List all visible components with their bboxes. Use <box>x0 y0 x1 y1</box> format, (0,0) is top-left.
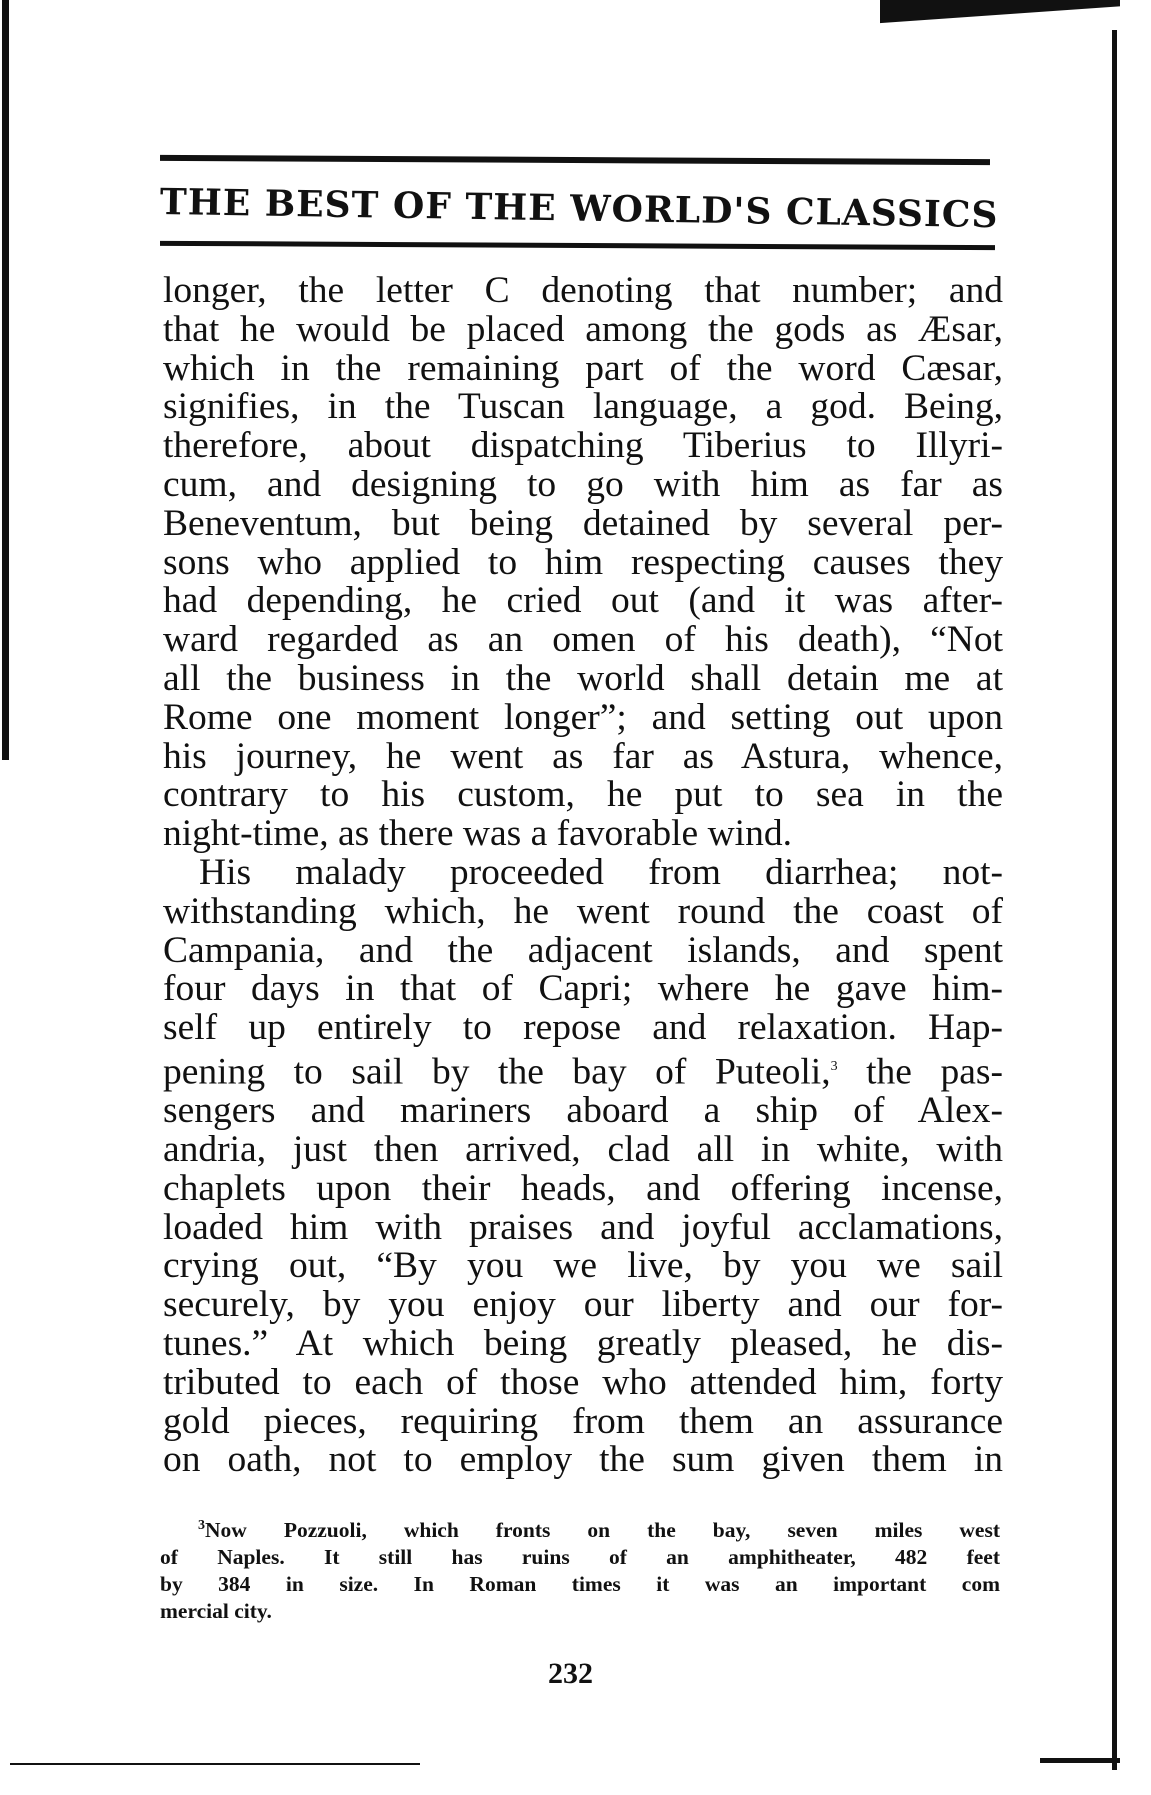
scan-edge-bottom-right <box>1040 1758 1120 1763</box>
text-segment: pening to sail by the bay of Puteoli, <box>163 1051 831 1093</box>
body-text <box>163 272 1003 1480</box>
header-rule-top <box>160 155 990 165</box>
text-line: that he would be placed among the gods as Æsar, <box>163 308 1003 350</box>
footnote-reference: 3 <box>830 1058 838 1074</box>
footnote <box>160 1512 1000 1625</box>
text-line: loaded him with praises and joyful acclamations, <box>163 1206 1003 1248</box>
text-line: ward regarded as an omen of his death), “Not <box>163 619 1003 661</box>
scan-edge-right <box>1112 30 1117 1770</box>
text-line: sengers and mariners aboard a ship of Alex- <box>163 1090 1003 1132</box>
text-line: which in the remaining part of the word Cæsar, <box>163 347 1003 389</box>
text-line: withstanding which, he went round the coast of <box>163 890 1003 932</box>
text-line: cum, and designing to go with him as far as <box>163 463 1003 505</box>
text-line: contrary to his custom, he put to sea in the <box>163 774 1003 816</box>
footnote-line: mercial city. <box>160 1599 272 1624</box>
text-segment: the pas- <box>837 1051 1003 1093</box>
footnote-line: by 384 in size. In Roman times it was an important com <box>160 1572 1000 1597</box>
text-line: chaplets upon their heads, and offering incense, <box>163 1167 1003 1209</box>
text-line: signifies, in the Tuscan language, a god. Being, <box>163 386 1003 428</box>
footnote-line: of Naples. It still has ruins of an amphitheater, 482 feet <box>160 1545 1000 1570</box>
footnote-marker: 3 <box>198 1518 205 1533</box>
text-line: gold pieces, requiring from them an assurance <box>163 1400 1003 1442</box>
scan-edge-left <box>2 0 9 760</box>
text-line: crying out, “By you we live, by you we sail <box>163 1245 1003 1287</box>
text-line: andria, just then arrived, clad all in white, with <box>163 1129 1003 1171</box>
text-line: Rome one moment longer”; and setting out upon <box>163 696 1003 738</box>
footnote-line <box>160 1512 1000 1544</box>
page-number: 232 <box>548 1657 593 1690</box>
text-line: Beneventum, but being detained by several per- <box>163 502 1003 544</box>
text-line: sons who applied to him respecting causes they <box>163 541 1003 583</box>
text-line: therefore, about dispatching Tiberius to Illyri- <box>163 425 1003 467</box>
text-line: self up entirely to repose and relaxation. Hap- <box>163 1007 1003 1049</box>
text-line: His malady proceeded from diarrhea; not- <box>199 851 1003 893</box>
text-line: tunes.” At which being greatly pleased, he dis- <box>163 1323 1003 1365</box>
text-line: four days in that of Capri; where he gave him- <box>163 968 1003 1010</box>
text-line: longer, the letter C denoting that number; and <box>163 270 1003 311</box>
text-line: all the business in the world shall detain me at <box>163 657 1003 699</box>
text-line: tributed to each of those who attended him, forty <box>163 1361 1003 1403</box>
text-line: on oath, not to employ the sum given them in <box>163 1439 1003 1481</box>
scan-edge-bottom-left <box>10 1763 420 1765</box>
text-line: night-time, as there was a favorable wind. <box>163 813 792 855</box>
text-line: his journey, he went as far as Astura, whence, <box>163 735 1003 777</box>
text-line: securely, by you enjoy our liberty and our for- <box>163 1284 1003 1326</box>
footnote-text: Now Pozzuoli, which fronts on the bay, seven miles west <box>205 1518 1000 1543</box>
running-head: THE BEST OF THE WORLD'S CLASSICS <box>159 181 999 237</box>
scan-edge-top <box>880 0 1120 34</box>
text-line-with-footnote <box>163 1048 1003 1092</box>
header-rule-bottom <box>160 241 995 250</box>
text-line: had depending, he cried out (and it was after- <box>163 580 1003 622</box>
text-line: Campania, and the adjacent islands, and spent <box>163 929 1003 971</box>
